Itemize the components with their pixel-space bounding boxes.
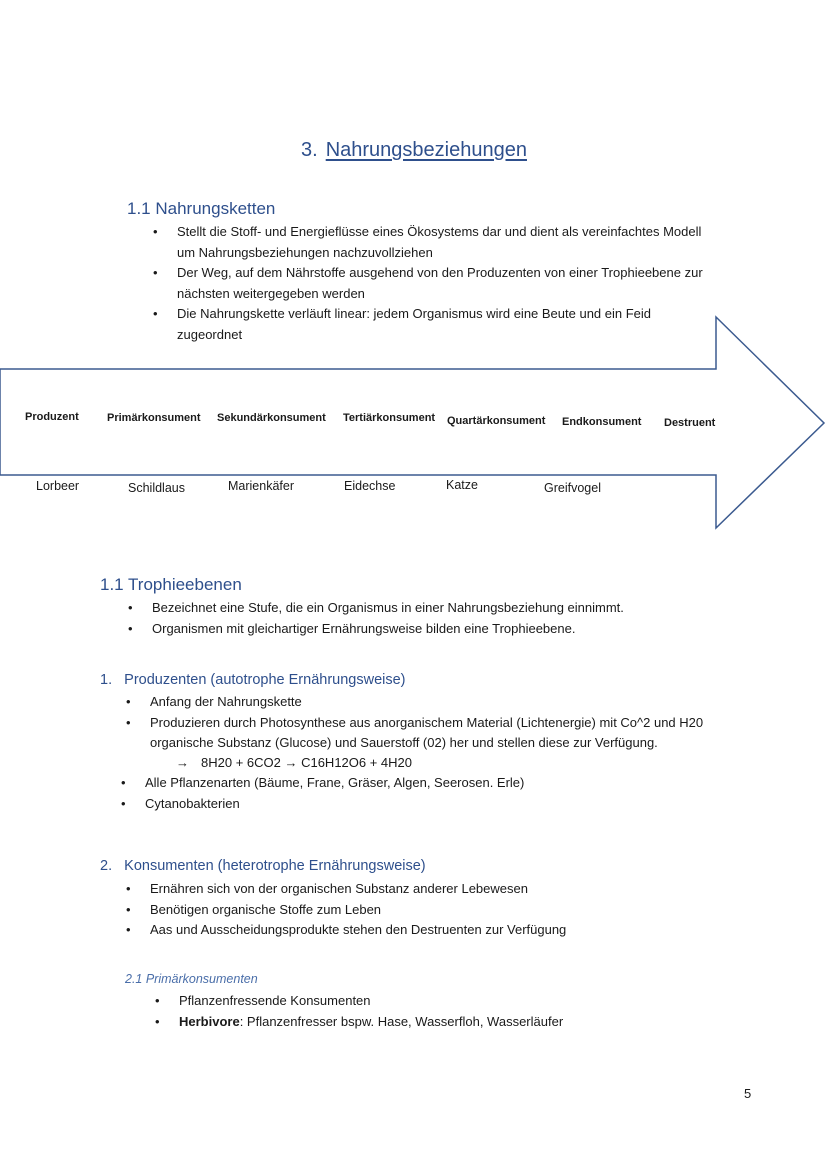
- trophic-list: [128, 598, 624, 639]
- heading-primaerkonsumenten: 2.1 Primärkonsumenten: [125, 972, 258, 986]
- chains-list: [153, 222, 703, 345]
- heading-trophieebenen: 1.1 Trophieebenen: [100, 575, 242, 594]
- chain-level-end: Endkonsument: [562, 416, 642, 428]
- herbivore-term: Herbivore: [179, 1013, 240, 1029]
- chain-level-sekundaer: Sekundärkonsument: [217, 412, 326, 424]
- list-item: organische Substanz (Glucose) und Sauerstoff (02) her und stellen diese zur Verfügung.: [150, 735, 658, 750]
- list-item: • Die Nahrungskette verläuft linear: jedem Organismus wird eine Beute und ein Feid: [177, 304, 703, 325]
- organism-katze: Katze: [446, 478, 478, 492]
- list-item: nächsten weitergegeben werden: [177, 285, 365, 301]
- organism-lorbeer: Lorbeer: [36, 479, 80, 493]
- chain-level-tertiaer: Tertiärkonsument: [343, 412, 436, 424]
- list-item: • Aas und Ausscheidungsprodukte stehen den Destruenten zur Verfügung: [126, 922, 567, 937]
- chain-level-destruent: Destruent: [664, 417, 716, 429]
- organism-marienkaefer: Marienkäfer: [228, 479, 294, 493]
- list-item: • Bezeichnet eine Stufe, die ein Organismus in einer Nahrungsbeziehung einnimmt.: [128, 600, 624, 615]
- list-item: • Ernähren sich von der organischen Substanz anderer Lebewesen: [126, 881, 528, 896]
- page-title: [0, 139, 828, 162]
- list-item: zugeordnet: [177, 326, 243, 342]
- list-item: • Alle Pflanzenarten (Bäume, Frane, Gräser, Algen, Seerosen. Erle): [121, 775, 525, 790]
- list-item: • Pflanzenfressende Konsumenten: [155, 993, 371, 1008]
- chain-level-primaer: Primärkonsument: [107, 412, 201, 424]
- page-number: 5: [744, 1086, 752, 1101]
- list-item: • Organismen mit gleichartiger Ernährungsweise bilden eine Trophieebene.: [128, 620, 576, 636]
- list-item: • Der Weg, auf dem Nährstoffe ausgehend von den Produzenten von einer Trophieebene zur: [177, 263, 703, 284]
- heading-konsumenten: 2. Konsumenten (heterotrophe Ernährungsweise): [100, 858, 426, 874]
- title-number: 3.: [301, 139, 318, 161]
- bullet-glyph: •: [153, 265, 158, 280]
- list-item: • Benötigen organische Stoffe zum Leben: [126, 901, 382, 917]
- consumers-list: [126, 879, 567, 941]
- list-item: um Nahrungsbeziehungen nachzuvollziehen: [177, 244, 433, 260]
- organism-schildlaus: Schildlaus: [128, 481, 185, 495]
- list-item: • Cytanobakterien: [121, 795, 240, 811]
- photosynthesis-equation: 8H20 + 6CO2 → C16H12O6 + 4H20: [201, 755, 413, 770]
- bullet-glyph: •: [153, 306, 158, 321]
- chain-level-quartaer: Quartärkonsument: [447, 415, 546, 427]
- producers-list-2: [121, 773, 525, 814]
- primary-list: [155, 991, 564, 1032]
- organism-eidechse: Eidechse: [344, 479, 396, 493]
- list-item: • Stellt die Stoff- und Energieflüsse eines Ökosystems dar und dient als vereinfachtes Modell: [177, 222, 703, 243]
- title-text: Nahrungsbeziehungen: [325, 139, 527, 161]
- producers-list: [126, 692, 704, 754]
- heading-nahrungsketten: 1.1 Nahrungsketten: [127, 199, 276, 218]
- chain-level-produzent: Produzent: [25, 411, 79, 423]
- organism-greifvogel: Greifvogel: [544, 481, 601, 495]
- equation-arrow-icon: →: [176, 755, 189, 770]
- bullet-glyph: •: [153, 224, 158, 239]
- list-item: • Anfang der Nahrungskette: [126, 694, 302, 709]
- list-item: • Herbivore: Pflanzenfresser bspw. Hase, Wasserfloh, Wasserläufer: [155, 1013, 564, 1029]
- heading-produzenten: 1. Produzenten (autotrophe Ernährungsweise): [100, 672, 406, 688]
- list-item: • Produzieren durch Photosynthese aus anorganischem Material (Lichtenergie) mit Co^2 und H20: [126, 714, 704, 730]
